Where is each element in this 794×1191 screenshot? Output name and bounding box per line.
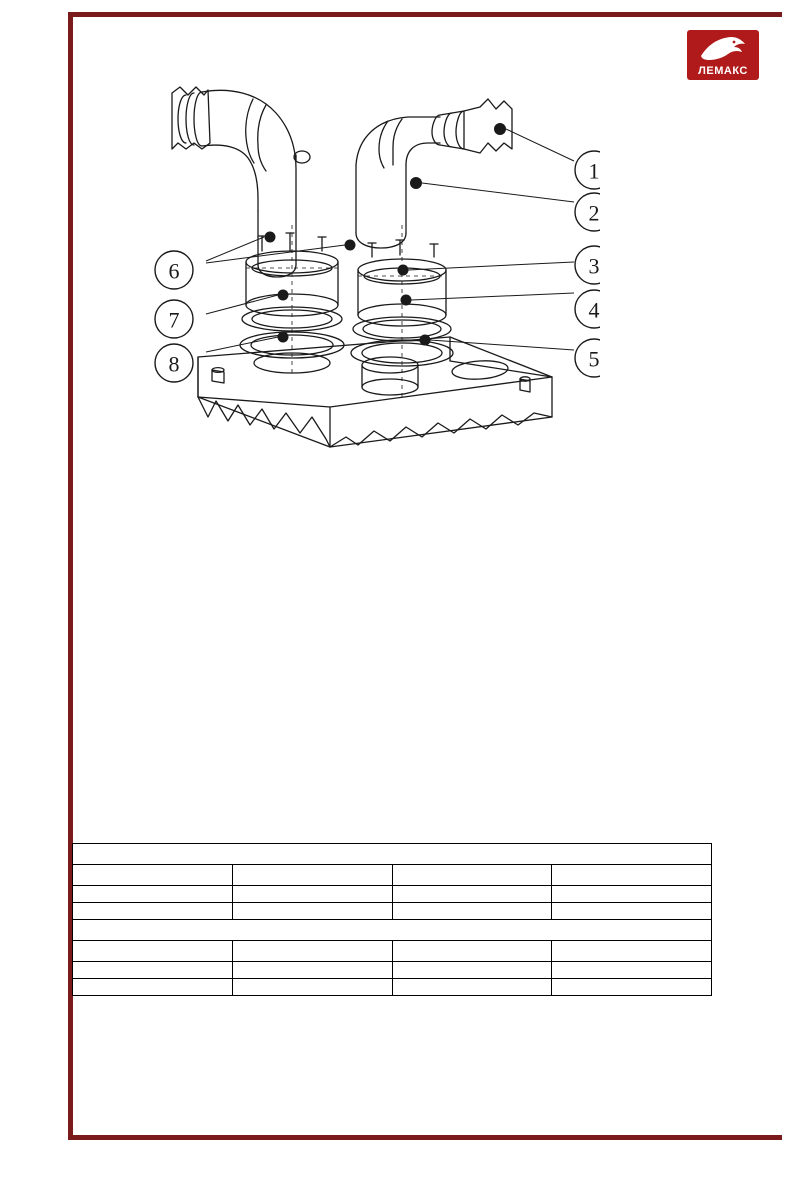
table-cell xyxy=(232,979,392,996)
table-row xyxy=(73,903,712,920)
table-cell xyxy=(73,844,712,865)
table-cell xyxy=(73,886,233,903)
table-row xyxy=(73,979,712,996)
callout-label-4: 4 xyxy=(588,297,600,323)
page-border-top xyxy=(68,12,782,17)
table-row xyxy=(73,865,712,886)
table-row xyxy=(73,844,712,865)
table-cell xyxy=(232,903,392,920)
table-cell xyxy=(73,903,233,920)
table-cell xyxy=(552,962,712,979)
bullet-6a xyxy=(265,232,276,243)
table-row xyxy=(73,920,712,941)
callout-label-7: 7 xyxy=(168,307,180,333)
table-cell xyxy=(392,886,552,903)
callout-label-6: 6 xyxy=(168,258,180,284)
bullet-4 xyxy=(401,295,412,306)
callout-label-5: 5 xyxy=(588,346,600,372)
table-cell xyxy=(73,865,233,886)
table-cell xyxy=(552,865,712,886)
logo-wordmark: ЛЕМАКС xyxy=(698,65,748,77)
table-cell xyxy=(392,903,552,920)
table-cell xyxy=(392,962,552,979)
bullet-6b xyxy=(345,240,356,251)
page-border-bottom xyxy=(68,1135,782,1140)
bullet-5 xyxy=(420,335,431,346)
table-cell xyxy=(552,886,712,903)
table-cell xyxy=(392,941,552,962)
table-row xyxy=(73,941,712,962)
table-cell xyxy=(73,962,233,979)
table-cell xyxy=(552,903,712,920)
table-row xyxy=(73,962,712,979)
table-cell xyxy=(232,962,392,979)
bullet-2 xyxy=(410,177,422,189)
bird-icon xyxy=(697,34,749,64)
bullet-8 xyxy=(278,332,289,343)
brand-logo xyxy=(687,30,759,80)
table-cell xyxy=(232,941,392,962)
table-cell xyxy=(552,941,712,962)
figure-flue-assembly xyxy=(150,65,600,455)
table-row xyxy=(73,886,712,903)
callout-label-2: 2 xyxy=(588,200,600,226)
table-cell xyxy=(552,979,712,996)
specifications-table xyxy=(72,843,712,996)
callout-label-3: 3 xyxy=(588,253,600,279)
bullet-3 xyxy=(398,265,409,276)
table-cell xyxy=(232,865,392,886)
bullet-1 xyxy=(494,123,506,135)
table-cell xyxy=(392,979,552,996)
callout-label-1: 1 xyxy=(588,158,600,184)
table-cell xyxy=(73,979,233,996)
table-cell xyxy=(73,920,712,941)
bullet-7 xyxy=(278,290,289,301)
callout-label-8: 8 xyxy=(168,351,180,377)
table-cell xyxy=(392,865,552,886)
table-cell xyxy=(232,886,392,903)
table-cell xyxy=(73,941,233,962)
